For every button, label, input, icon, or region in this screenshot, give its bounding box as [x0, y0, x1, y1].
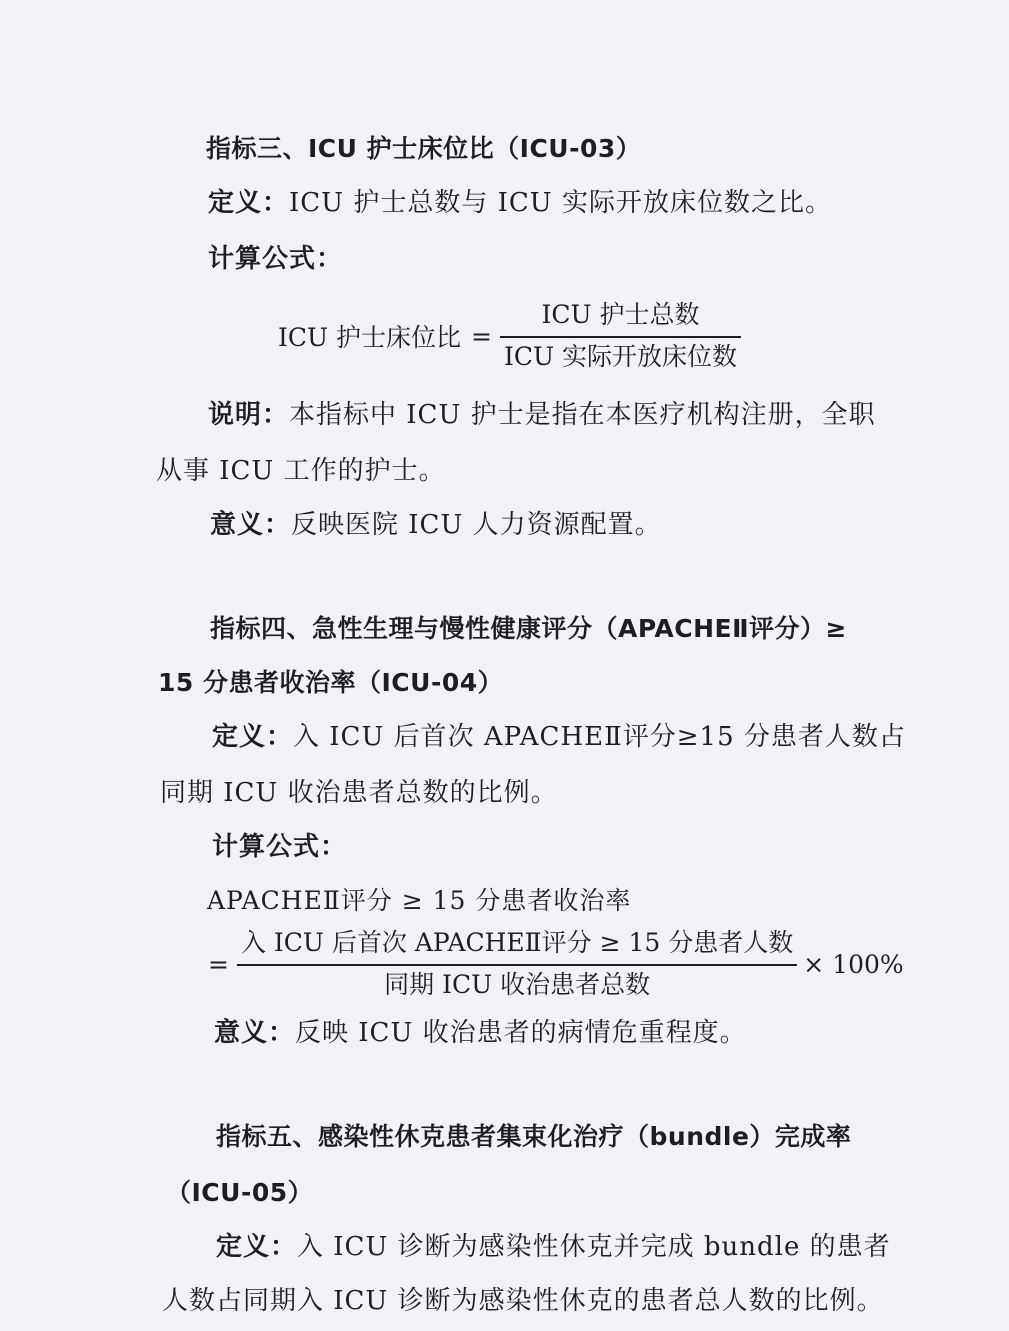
formula-numerator: 入 ICU 后首次 APACHEⅡ评分 ≥ 15 分患者人数 — [240, 928, 794, 957]
formula-equals: = — [208, 949, 229, 979]
indicator5-heading-line2: （ICU-05） — [166, 1178, 314, 1207]
meaning-label: 意义： — [210, 510, 292, 540]
definition-text: ICU 护士总数与 ICU 实际开放床位数之比。 — [289, 188, 832, 218]
indicator4-heading-line1: 指标四、急性生理与慢性健康评分（APACHEⅡ评分）≥ — [210, 614, 847, 643]
formula-fraction — [500, 300, 741, 372]
indicator3-formula-label: 计算公式： — [208, 244, 344, 274]
indicator3-note-line1 — [208, 398, 876, 432]
formula-denominator: 同期 ICU 收治患者总数 — [384, 970, 651, 999]
indicator4-formula-lhs: APACHEⅡ评分 ≥ 15 分患者收治率 — [207, 886, 632, 915]
indicator4-meaning — [214, 1016, 747, 1050]
formula-denominator: ICU 实际开放床位数 — [503, 342, 738, 371]
indicator3-definition — [208, 186, 832, 220]
indicator5-definition-line1 — [216, 1230, 891, 1264]
note-label: 说明： — [208, 400, 290, 430]
indicator4-heading-line2: 15 分患者收治率（ICU-04） — [158, 668, 504, 697]
formula-numerator: ICU 护士总数 — [541, 300, 700, 329]
definition-label: 定义： — [212, 722, 294, 752]
note-text: 本指标中 ICU 护士是指在本医疗机构注册，全职 — [289, 400, 876, 430]
formula-multiplier: × 100% — [803, 949, 904, 979]
meaning-text: 反映医院 ICU 人力资源配置。 — [291, 510, 662, 540]
definition-text: 入 ICU 诊断为感染性休克并完成 bundle 的患者 — [297, 1232, 891, 1262]
formula-lhs: ICU 护士床位比 — [278, 323, 462, 352]
indicator5-definition-line2: 人数占同期入 ICU 诊断为感染性休克的患者总人数的比例。 — [162, 1286, 884, 1316]
definition-label: 定义： — [208, 188, 290, 218]
indicator4-formula — [208, 928, 904, 1000]
definition-text: 入 ICU 后首次 APACHEⅡ评分≥15 分患者人数占 — [293, 722, 906, 752]
meaning-label: 意义： — [214, 1018, 296, 1048]
formula-equals: = — [471, 321, 492, 351]
indicator3-meaning — [210, 508, 662, 542]
indicator4-formula-label: 计算公式： — [212, 832, 348, 862]
indicator4-definition-line2: 同期 ICU 收治患者总数的比例。 — [160, 778, 558, 808]
meaning-text: 反映 ICU 收治患者的病情危重程度。 — [295, 1018, 747, 1048]
formula-fraction — [237, 928, 797, 1000]
indicator3-heading: 指标三、ICU 护士床位比（ICU-03） — [206, 134, 642, 163]
indicator3-formula — [278, 300, 741, 372]
indicator5-heading-line1: 指标五、感染性休克患者集束化治疗（bundle）完成率 — [216, 1122, 852, 1151]
indicator3-note-line2: 从事 ICU 工作的护士。 — [156, 456, 446, 486]
definition-label: 定义： — [216, 1232, 298, 1262]
indicator4-definition-line1 — [212, 720, 906, 754]
